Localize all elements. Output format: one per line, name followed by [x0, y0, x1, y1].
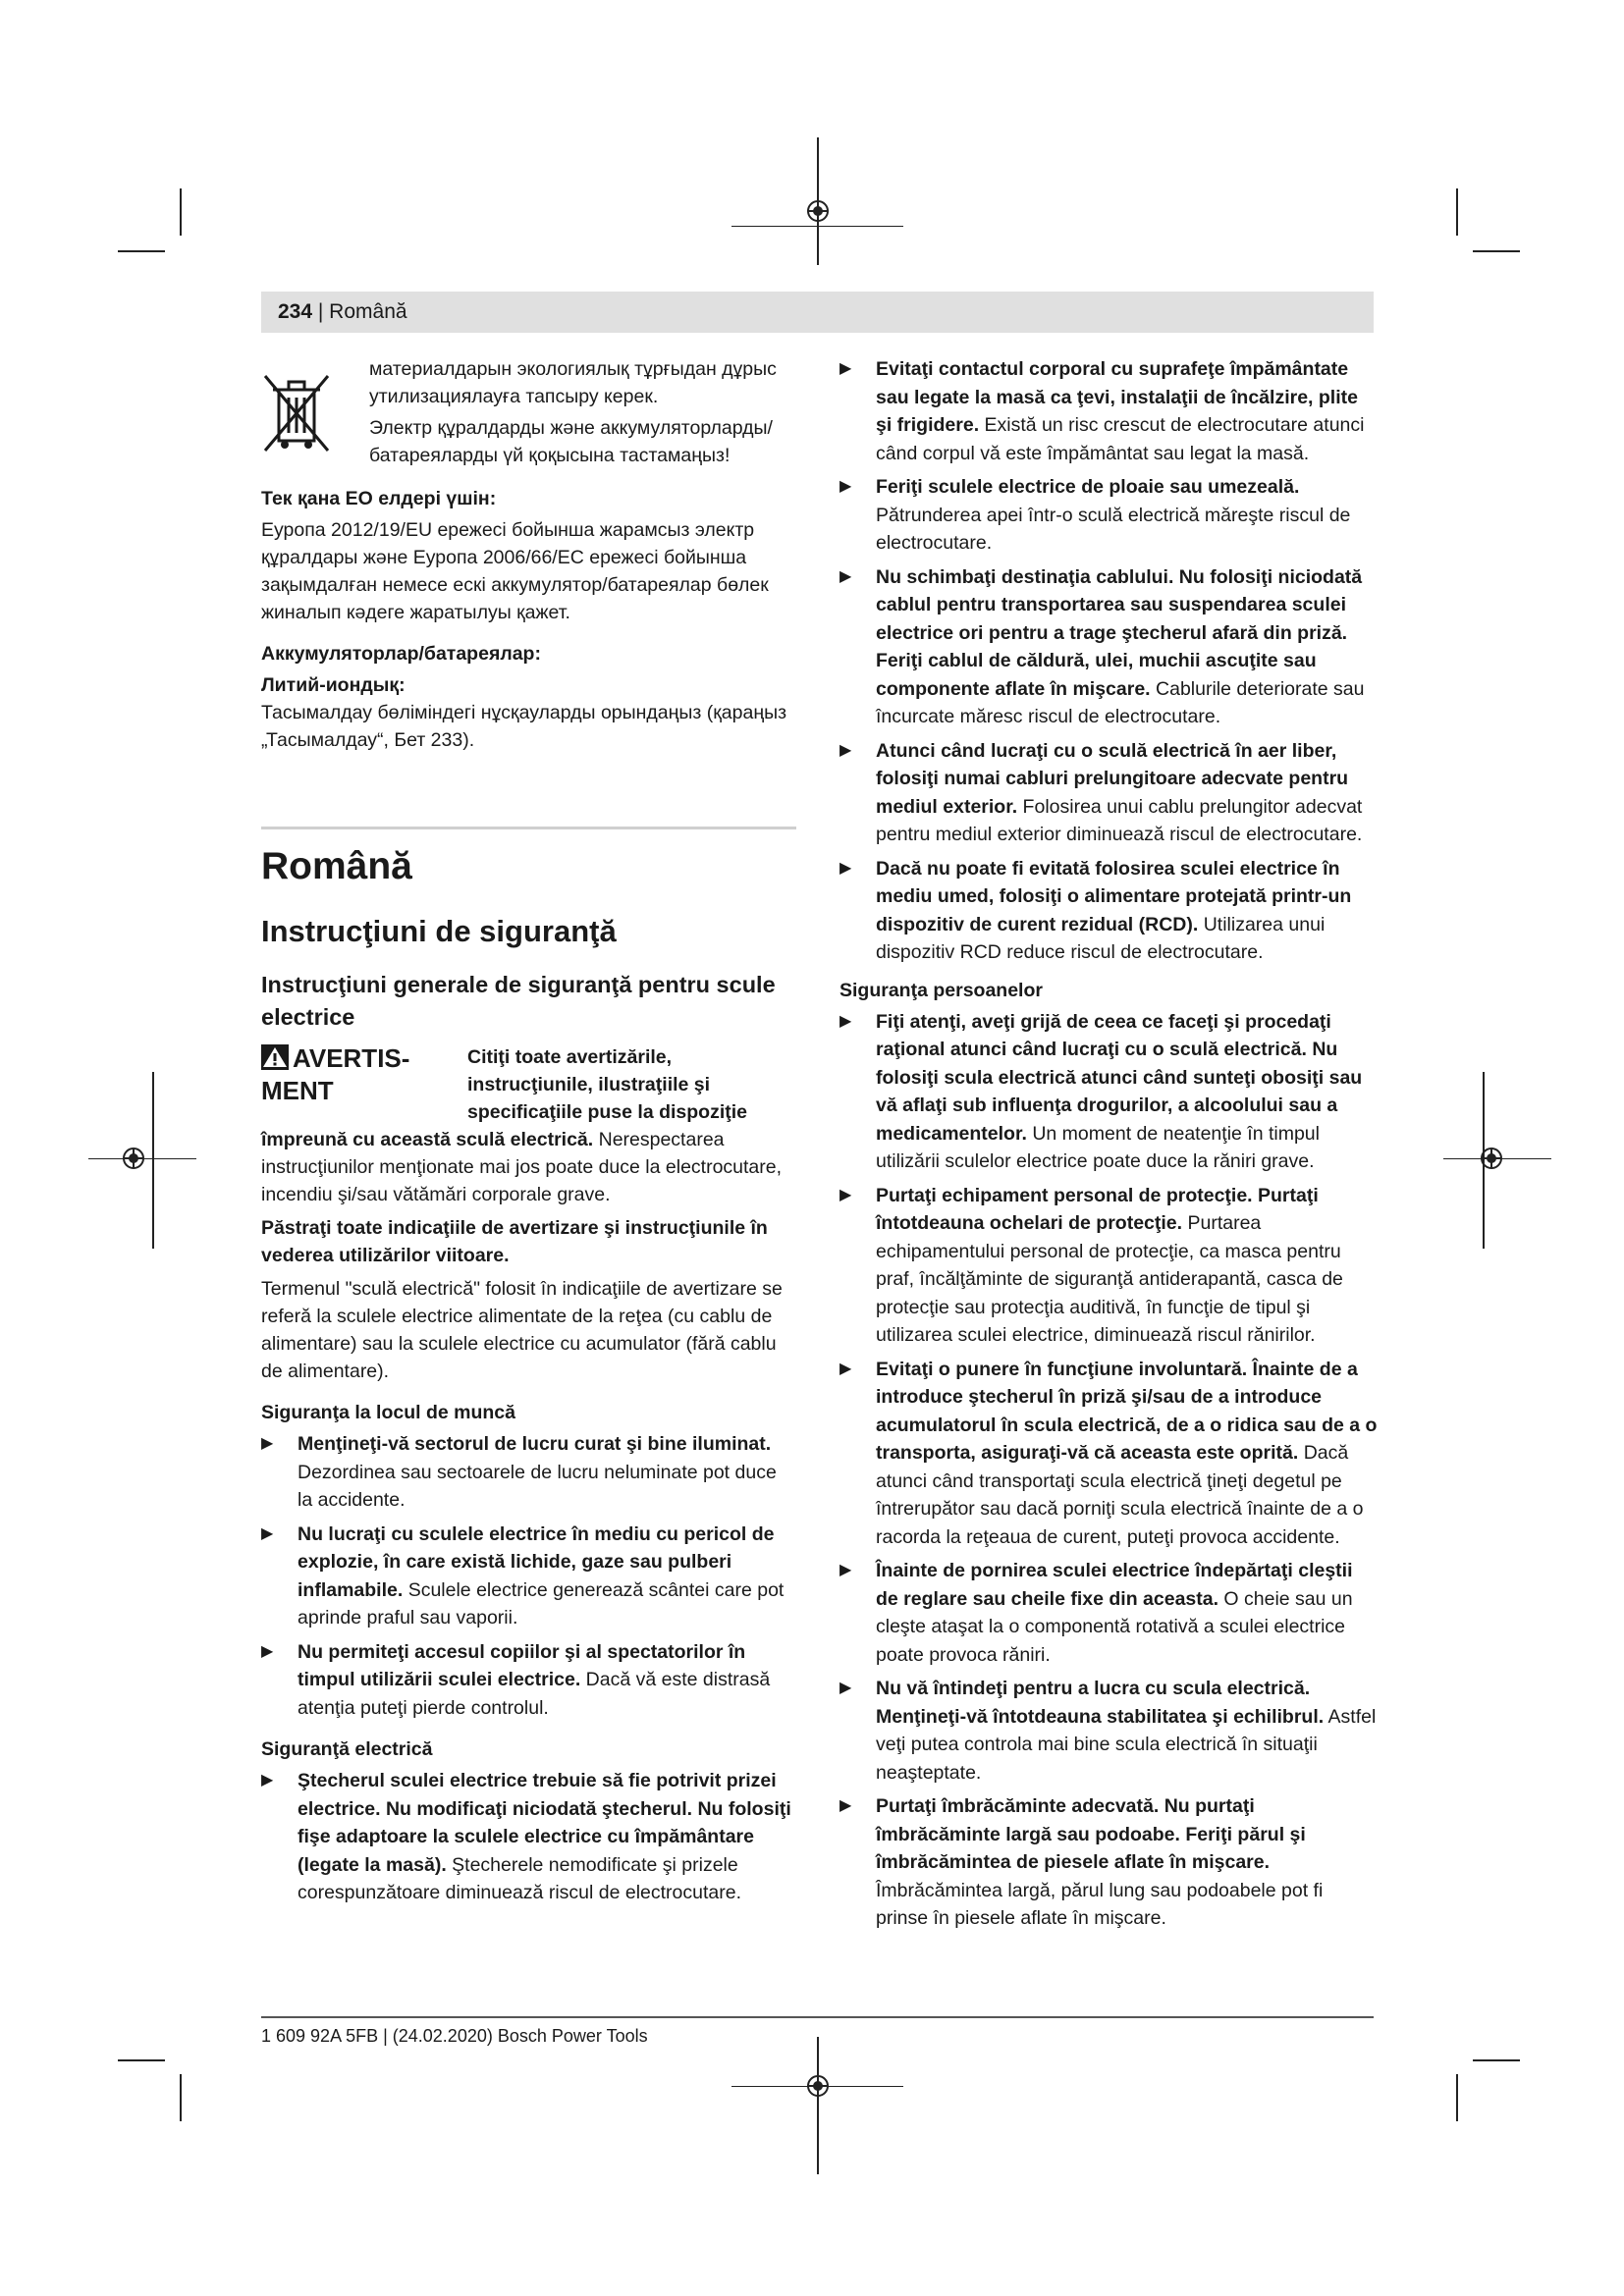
general-safety-title: Instrucţiuni generale de siguranţă pentru scule electrice: [261, 972, 776, 1030]
bullet-arrow-icon: ▶: [839, 360, 852, 377]
list-item-text: Un moment de neatenţie în timpul utilizării sculelor electrice poate duce la răniri grave.: [876, 1122, 1320, 1172]
workplace-heading: Siguranţa la locul de muncă: [261, 1402, 515, 1423]
list-item: [261, 1767, 796, 1907]
list-item: [839, 1675, 1378, 1787]
crop-mark: [180, 2074, 182, 2121]
battery-heading: Аккумуляторлар/батареялар:: [261, 643, 541, 665]
right-column: [839, 355, 1378, 1939]
list-item-bold: Feriţi sculele electrice de ploaie sau umezeală.: [876, 476, 1300, 498]
warning-label: [261, 1043, 467, 1126]
weee-block: [261, 355, 796, 469]
registration-line: [152, 1072, 154, 1249]
bullet-arrow-icon: ▶: [839, 567, 852, 585]
crop-mark: [1473, 2059, 1520, 2061]
bullet-arrow-icon: ▶: [839, 741, 852, 759]
warning-block: [261, 1043, 796, 1126]
bullet-arrow-icon: ▶: [839, 1186, 852, 1203]
crop-mark: [118, 2059, 165, 2061]
list-item: [839, 737, 1378, 849]
weee-text: [369, 355, 796, 469]
list-item-text: Există un risc crescut de electrocutare atunci când corpul vă este împământat sau legat la masă.: [876, 414, 1365, 464]
section-divider: [261, 827, 796, 829]
eu-text: Еуропа 2012/19/EU ережесі бойынша жарамсыз электр құралдары және Еуропа 2006/66/EC ережесі бойынша зақымдалған немесе ескі аккумулятор/батареялар бөлек жиналып кәдеге жаратылуы қажет.: [261, 519, 769, 623]
bullet-arrow-icon: ▶: [839, 1680, 852, 1696]
list-item: [261, 1521, 796, 1632]
list-item-bold: Nu vă întindeţi pentru a lucra cu scula electrică. Menţineţi-vă întotdeauna stabilitatea şi echilibrul.: [876, 1678, 1325, 1728]
list-item: [839, 855, 1378, 967]
crop-mark: [118, 250, 165, 252]
list-item-text: Folosirea unui cablu prelungitor adecvat pentru mediul exterior diminuează riscul de electrocutare.: [876, 795, 1363, 845]
page-footer: 1 609 92A 5FB | (24.02.2020) Bosch Power Tools: [261, 2026, 648, 2046]
list-item: [839, 1008, 1378, 1176]
bullet-arrow-icon: ▶: [261, 1435, 274, 1452]
list-item-text: Ştecherele nemodificate şi prizele corespunzătoare diminuează riscul de electrocutare.: [298, 1853, 741, 1903]
list-item-text: Astfel veţi putea controla mai bine scula electrică în situaţii neaşteptate.: [876, 1705, 1377, 1784]
list-item-text: Dezordinea sau sectoarele de lucru neluminate pot duce la accidente.: [298, 1461, 777, 1511]
list-item-text: Dacă vă este distrasă atenţia puteţi pierde controlul.: [298, 1669, 771, 1719]
list-item-bold: Purtaţi îmbrăcăminte adecvată. Nu purtaţi îmbrăcăminte largă sau podoabe. Feriţi părul şi îmbrăcămintea de piesele aflate în mişcare.: [876, 1795, 1306, 1873]
header-text: 234 | Română: [278, 300, 407, 323]
registration-target-icon: [807, 2075, 829, 2097]
bullet-arrow-icon: ▶: [839, 859, 852, 877]
list-item-text: Purtarea echipamentului personal de protecţie, ca masca pentru praf, încălţăminte de siguranţă antiderapantă, casca de protecţie sau protecţia auditivă, în funcţie de tipul şi utilizarea sculei electrice, diminuează riscul rănirilor.: [876, 1212, 1343, 1346]
warning-label-text: AVERTIS-MENT: [261, 1043, 410, 1105]
bullet-arrow-icon: ▶: [261, 1524, 274, 1542]
list-item-bold: Atunci când lucraţi cu o sculă electrică în aer liber, folosiţi numai cabluri prelungitoare adecvate pentru mediul exterior.: [876, 739, 1349, 818]
persons-heading: Siguranţa persoanelor: [839, 979, 1043, 1001]
weee-paragraph-2: Электр құралдарды және аккумуляторларды/батареяларды үй қоқысына тастамаңыз!: [369, 417, 773, 466]
registration-line: [731, 226, 903, 227]
list-item: [839, 563, 1378, 731]
crop-mark: [1456, 2074, 1458, 2121]
bullet-arrow-icon: ▶: [839, 1562, 852, 1578]
footer-divider: [261, 2016, 1374, 2018]
registration-target-icon: [1481, 1148, 1502, 1169]
warning-continuation-text: Nerespectarea instrucţiunilor menţionate mai jos poate duce la electrocutare, incendiu şi/sau vătămări corporale grave.: [261, 1129, 783, 1205]
weee-paragraph-1: материалдарын экологиялық тұрғыдан дұрыс утилизациялауға тапсыру керек.: [369, 358, 777, 407]
bullet-arrow-icon: ▶: [839, 1012, 852, 1030]
list-item-bold: Înainte de pornirea sculei electrice îndepărtaţi cleştii de reglare sau cheile fixe din aceasta.: [876, 1560, 1353, 1610]
page-header: [261, 292, 1374, 333]
crop-mark: [1473, 250, 1520, 252]
bullet-arrow-icon: ▶: [839, 1797, 852, 1814]
list-item-bold: Dacă nu poate fi evitată folosirea sculei electrice în mediu umed, folosiţi o alimentare protejată printr-un dispozitiv de curent rezidual (RCD).: [876, 857, 1352, 935]
registration-target-icon: [807, 200, 829, 222]
list-item-bold: Evitaţi o punere în funcţiune involuntară. Înainte de a introduce ştecherul în priză şi/sau de a introduce acumulatorul în scula electrică, de a o ridica sau de a o transporta, asiguraţi-vă că aceasta este oprită.: [876, 1358, 1378, 1464]
list-item-text: Cablurile deteriorate sau încurcate măresc riscul de electrocutare.: [876, 677, 1365, 727]
list-item-bold: Evitaţi contactul corporal cu suprafeţe împământate sau legate la masă ca ţevi, instalaţii de încălzire, plite şi frigidere.: [876, 358, 1358, 436]
bullet-arrow-icon: ▶: [261, 1642, 274, 1660]
keep-instructions: Păstraţi toate indicaţiile de avertizare şi instrucţiunile în vederea utilizărilor viitoare.: [261, 1217, 768, 1266]
warning-text: Citiţi toate avertizările, instrucţiunile, ilustraţiile şi specificaţiile puse la dispoziţie: [467, 1046, 748, 1123]
bullet-arrow-icon: ▶: [839, 478, 852, 495]
list-item-text: Pătrunderea apei într-o sculă electrică măreşte riscul de electrocutare.: [876, 504, 1351, 554]
electric-heading: Siguranţă electrică: [261, 1738, 433, 1760]
list-item: [839, 1182, 1378, 1350]
list-item: [261, 1638, 796, 1723]
list-item-bold: Nu permiteţi accesul copiilor şi al spectatorilor în timpul utilizării sculei electrice.: [298, 1640, 746, 1690]
warning-triangle-icon: [261, 1044, 289, 1076]
warning-continuation: [261, 1126, 796, 1208]
eu-heading: Тек қана ЕО елдері үшін:: [261, 488, 497, 509]
crop-mark: [180, 188, 182, 236]
list-item: [839, 1356, 1378, 1552]
list-item-bold: Ştecherul sculei electrice trebuie să fie potrivit prizei electrice. Nu modificaţi niciodată ştecherul. Nu folosiţi fişe adaptoare la sculele electrice cu împământare (legate la masă).: [298, 1770, 791, 1876]
liion-text: Тасымалдау бөліміндегі нұсқауларды орындаңыз (қараңыз „Тасымалдау“, Бет 233).: [261, 702, 787, 751]
registration-line: [817, 2037, 819, 2174]
bullet-arrow-icon: ▶: [839, 1360, 852, 1377]
liion-heading: Литий-иондық:: [261, 674, 406, 696]
bullet-arrow-icon: ▶: [261, 1772, 274, 1789]
list-item-text: Utilizarea unui dispozitiv RCD reduce riscul de electrocutare.: [876, 913, 1326, 963]
list-item: [839, 473, 1378, 558]
list-item-text: O cheie sau un cleşte ataşat la o componentă rotativă a sculei electrice poate provoca răniri.: [876, 1587, 1353, 1666]
list-item-bold: Nu schimbaţi destinaţia cablului. Nu folosiţi niciodată cablul pentru transportarea sau suspendarea sculei electrice ori pentru a trage ştecherul afară din priză. Feriţi cablul de căldură, ulei, muchii ascuţite sau componente aflate în mişcare.: [876, 565, 1363, 700]
warning-continuation-bold: împreună cu această sculă electrică.: [261, 1129, 594, 1150]
list-item-text: Dacă atunci când transportaţi scula electrică ţineţi degetul pe întrerupător sau dacă porniţi scula electrică înainte de a o racorda la reţeaua de curent, puteţi provoca accidente.: [876, 1442, 1364, 1548]
term-definition: Termenul "sculă electrică" folosit în indicaţiile de avertizare se referă la sculele electrice alimentate de la reţea (cu cablu de alimentare) sau la sculele electrice cu acumulator (fără cablu de alimentare).: [261, 1278, 783, 1382]
list-item-text: Îmbrăcămintea largă, părul lung sau podoabele pot fi prinse în piesele aflate în mişcare.: [876, 1879, 1324, 1929]
list-item-bold: Nu lucraţi cu sculele electrice în mediu cu pericol de explozie, în care există lichide, gaze sau pulberi inflamabile.: [298, 1522, 775, 1601]
list-item-text: Sculele electrice generează scântei care pot aprinde praful sau vaporii.: [298, 1578, 785, 1629]
list-item-bold: Fiţi atenţi, aveţi grijă de ceea ce faceţi şi procedaţi raţional atunci când lucraţi cu o sculă electrică. Nu folosiţi scula electrică atunci când sunteţi obosiţi sau vă aflaţi sub influenţa drogurilor, a alcoolului sau a medicamentelor.: [876, 1010, 1363, 1145]
list-item-bold: Menţineţi-vă sectorul de lucru curat şi bine iluminat.: [298, 1433, 772, 1455]
crossed-bin-icon: [261, 355, 369, 469]
list-item: [839, 1792, 1378, 1933]
crop-mark: [1456, 188, 1458, 236]
language-title: Română: [261, 845, 412, 887]
left-column: [261, 355, 796, 1913]
registration-target-icon: [123, 1148, 144, 1169]
header-section: Română: [329, 300, 407, 323]
page-number: 234: [278, 300, 313, 323]
list-item: [839, 1557, 1378, 1669]
list-item: [261, 1430, 796, 1515]
list-item-bold: Purtaţi echipament personal de protecţie. Purtaţi întotdeauna ochelari de protecţie.: [876, 1184, 1319, 1234]
list-item: [839, 355, 1378, 467]
safety-title: Instrucţiuni de siguranţă: [261, 914, 617, 948]
